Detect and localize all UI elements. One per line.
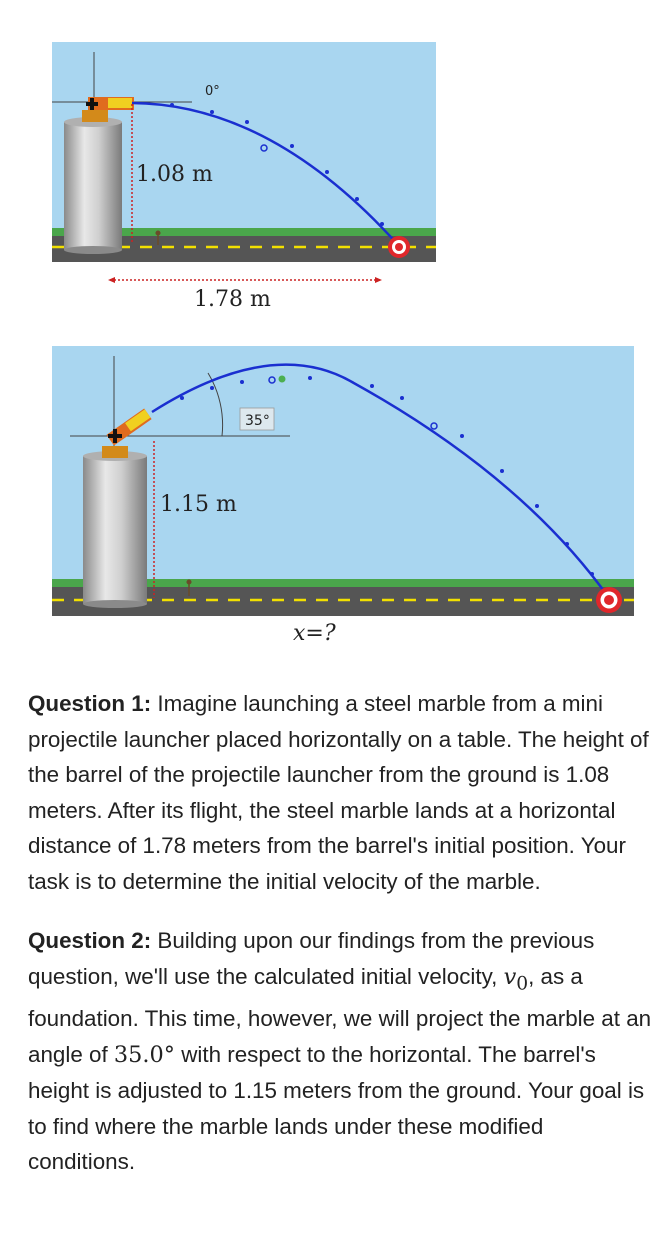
landing-target (596, 587, 622, 613)
distance-arrow-left (108, 277, 115, 283)
angle-label: 0° (205, 84, 220, 99)
question-1 (28, 686, 652, 899)
distance-arrow-right (375, 277, 382, 283)
question-1-title: Question 1: (28, 691, 152, 716)
question-1-text: Imagine launching a steel marble from a mini projectile launcher placed horizontally on a table. The height of the barrel of the projectile launcher from the ground is 1.08 meters. After its flight, the steel marble lands at a horizontal distance of 1.78 meters from the barrel's initial position. Your task is to determine the initial velocity of the marble. (28, 691, 649, 894)
question-2 (28, 923, 652, 1180)
table-cylinder (83, 451, 147, 608)
table-cylinder (64, 117, 122, 254)
angle-label: 35° (245, 413, 270, 429)
question-2-text-before: Building upon our findings from the previous question, we'll use the calculated initial velocity, (28, 928, 595, 989)
question-2-title: Question 2: (28, 928, 152, 953)
distance-label: x=? (293, 621, 336, 646)
question-2-text-after: with respect to the horizontal. The barrel's height is adjusted to 1.15 meters from the ground. Your goal is to find where the marble lands under these modified conditions. (28, 1041, 645, 1175)
velocity-symbol: $v_0$ (503, 963, 529, 994)
diagram-angled-launch (52, 346, 634, 646)
question-2-text-middle: , as a foundation. This time, however, we will project the marble at an angle of (28, 963, 652, 1067)
apex-marker (279, 376, 286, 383)
height-label: 1.15 m (160, 492, 237, 517)
questions-section (28, 686, 652, 1204)
landing-target (388, 236, 410, 258)
height-label: 1.08 m (136, 162, 213, 187)
diagram-horizontal-launch (52, 42, 436, 310)
angle-value: 35.0° (113, 1041, 175, 1068)
distance-label: 1.78 m (194, 287, 271, 310)
